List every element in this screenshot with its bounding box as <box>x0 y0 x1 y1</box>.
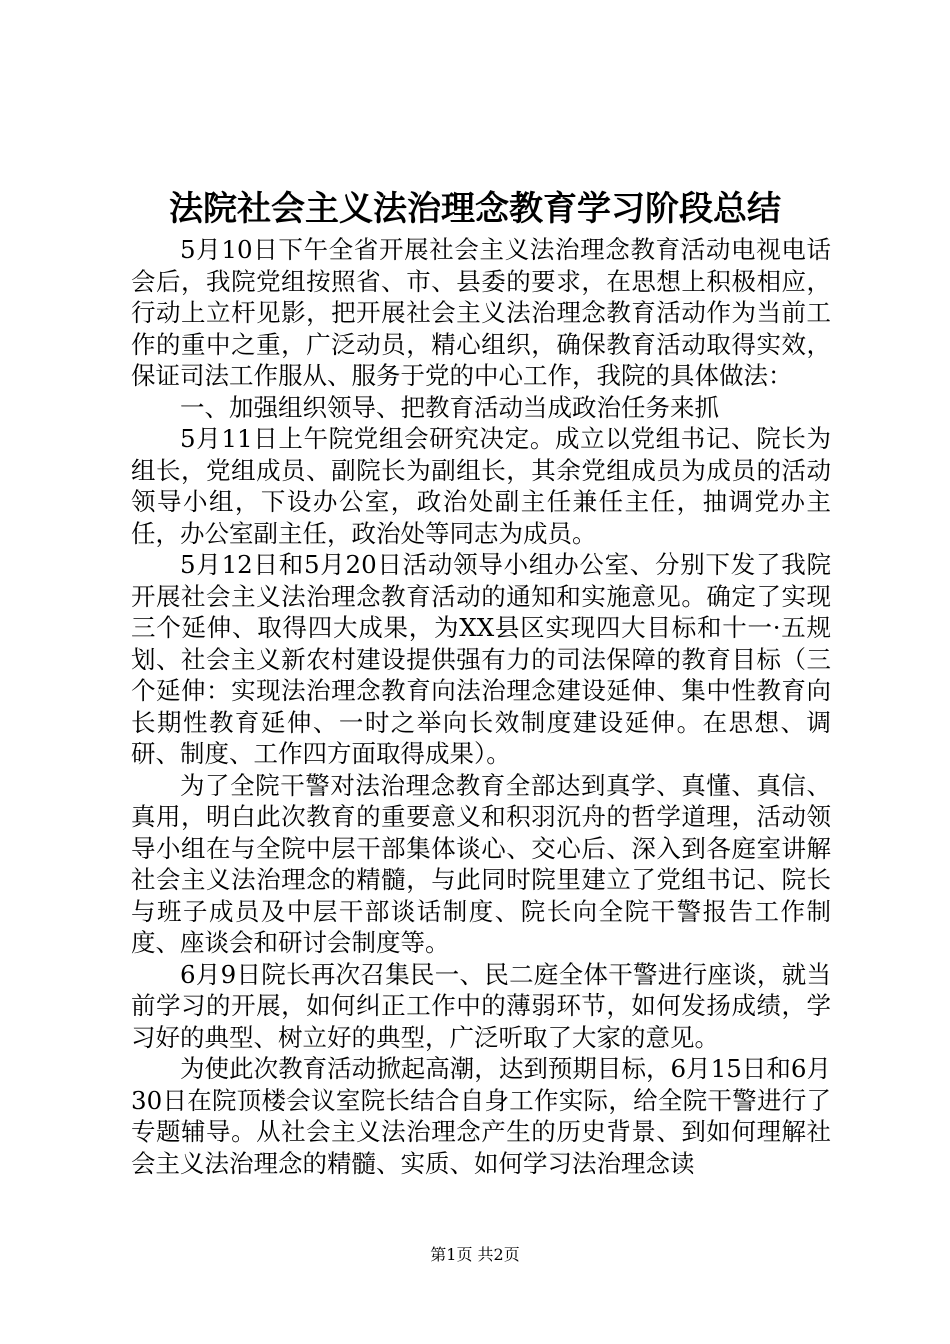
paragraph: 5月12日和5月20日活动领导小组办公室、分别下发了我院开展社会主义法治理念教育活动的通知和实施意见。确定了实现三个延伸、取得四大成果，为XX县区实现四大目标和十一·五规划、社会主义新农村建设提供强有力的司法保障的教育目标（三个延伸：实现法治理念教育向法治理念建设延伸、集中性教育向长期性教育延伸、一时之举向长效制度建设延伸。在思想、调研、制度、工作四方面取得成果）。 <box>131 550 831 768</box>
paragraph-intro: 5月10日下午全省开展社会主义法治理念教育活动电视电话会后，我院党组按照省、市、县委的要求，在思想上积极相应，行动上立杆见影，把开展社会主义法治理念教育活动作为当前工作的重中之重，广泛动员，精心组织，确保教育活动取得实效，保证司法工作服从、服务于党的中心工作，我院的具体做法： <box>131 235 831 390</box>
page-number-footer: 第1页 共2页 <box>430 1245 520 1264</box>
paragraph: 为了全院干警对法治理念教育全部达到真学、真懂、真信、真用，明白此次教育的重要意义和积羽沉舟的哲学道理，活动领导小组在与全院中层干部集体谈心、交心后、深入到各庭室讲解社会主义法治理念的精髓，与此同时院里建立了党组书记、院长与班子成员及中层干部谈话制度、院长向全院干警报告工作制度、座谈会和研讨会制度等。 <box>131 770 831 957</box>
paragraph: 5月11日上午院党组会研究决定。成立以党组书记、院长为组长，党组成员、副院长为副组长，其余党组成员为成员的活动领导小组，下设办公室，政治处副主任兼任主任，抽调党办主任，办公室副主任，政治处等同志为成员。 <box>131 424 831 548</box>
paragraph: 为使此次教育活动掀起高潮，达到预期目标，6月15日和6月30日在院顶楼会议室院长结合自身工作实际，给全院干警进行了专题辅导。从社会主义法治理念产生的历史背景、到如何理解社会主义法治理念的精髓、实质、如何学习法治理念读 <box>131 1054 831 1178</box>
section-heading: 一、加强组织领导、把教育活动当成政治任务来抓 <box>180 392 719 422</box>
paragraph: 6月9日院长再次召集民一、民二庭全体干警进行座谈，就当前学习的开展，如何纠正工作中的薄弱环节，如何发扬成绩，学习好的典型、树立好的典型，广泛听取了大家的意见。 <box>131 959 831 1052</box>
document-body <box>131 234 831 1179</box>
document-title: 法院社会主义法治理念教育学习阶段总结 <box>169 189 781 229</box>
